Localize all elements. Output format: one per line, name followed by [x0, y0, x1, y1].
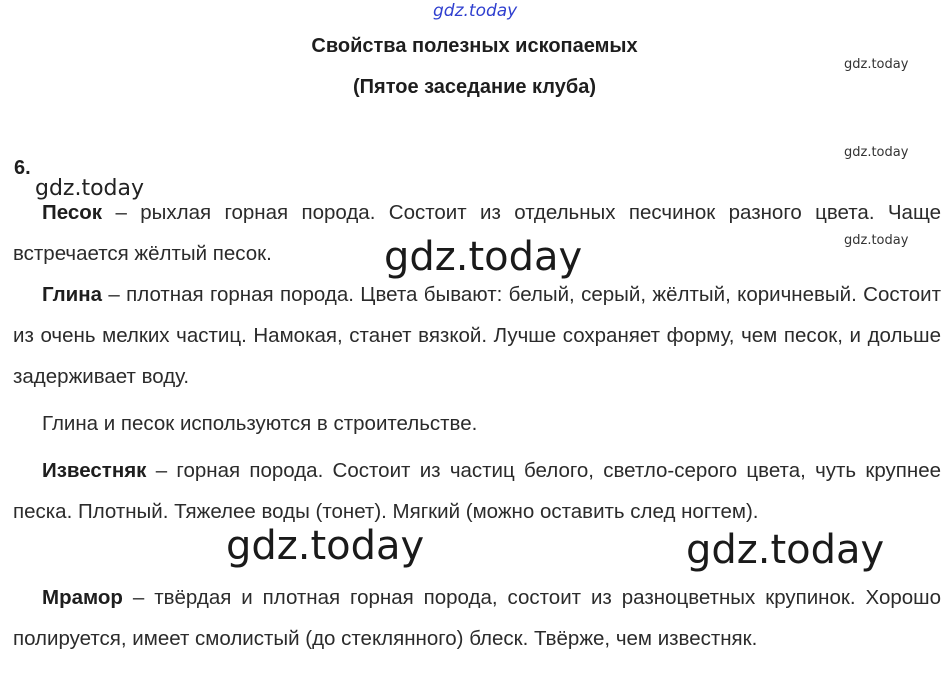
watermark-large-3: gdz.today	[686, 527, 885, 573]
paragraph-text: – плотная горная порода. Цвета бывают: белый, серый, жёлтый, коричневый. Состоит из очень мелких частиц. Намокая, станет вязкой. Лучше сохраняет форму, чем песок, и дольше задерживает воду.	[13, 283, 941, 388]
page-subtitle: (Пятое заседание клуба)	[352, 76, 596, 98]
term-limestone: Известняк	[42, 459, 147, 482]
task-number: 6.	[14, 157, 31, 179]
watermark-right-3: gdz.today	[844, 233, 909, 248]
paragraph-clay	[13, 274, 941, 397]
page-title: Свойства полезных ископаемых	[311, 35, 638, 57]
term-clay: Глина	[42, 283, 103, 306]
term-sand: Песок	[42, 201, 103, 224]
watermark-right-1: gdz.today	[844, 57, 909, 72]
watermark-large-1: gdz.today	[384, 234, 583, 280]
paragraph-limestone	[13, 450, 941, 532]
watermark-top: gdz.today	[433, 1, 518, 21]
paragraph-text: Глина и песок используются в строительстве.	[42, 412, 478, 435]
paragraph-usage	[13, 403, 941, 444]
paragraph-text: – рыхлая горная порода. Состоит из отдельных песчинок разного цвета. Чаще встречается жёлтый песок.	[13, 201, 941, 265]
paragraph-text: – твёрдая и плотная горная порода, состоит из разноцветных крупинок. Хорошо полируется, имеет смолистый (до стеклянного) блеск. Твёрже, чем известняк.	[13, 586, 941, 650]
paragraph-marble	[13, 577, 941, 659]
watermark-left: gdz.today	[35, 176, 145, 201]
watermark-large-2: gdz.today	[226, 523, 425, 569]
watermark-right-2: gdz.today	[844, 145, 909, 160]
paragraph-text: – горная порода. Состоит из частиц белого, светло-серого цвета, чуть крупнее песка. Плотный. Тяжелее воды (тонет). Мягкий (можно оставить след ногтем).	[13, 459, 941, 523]
term-marble: Мрамор	[42, 586, 123, 609]
